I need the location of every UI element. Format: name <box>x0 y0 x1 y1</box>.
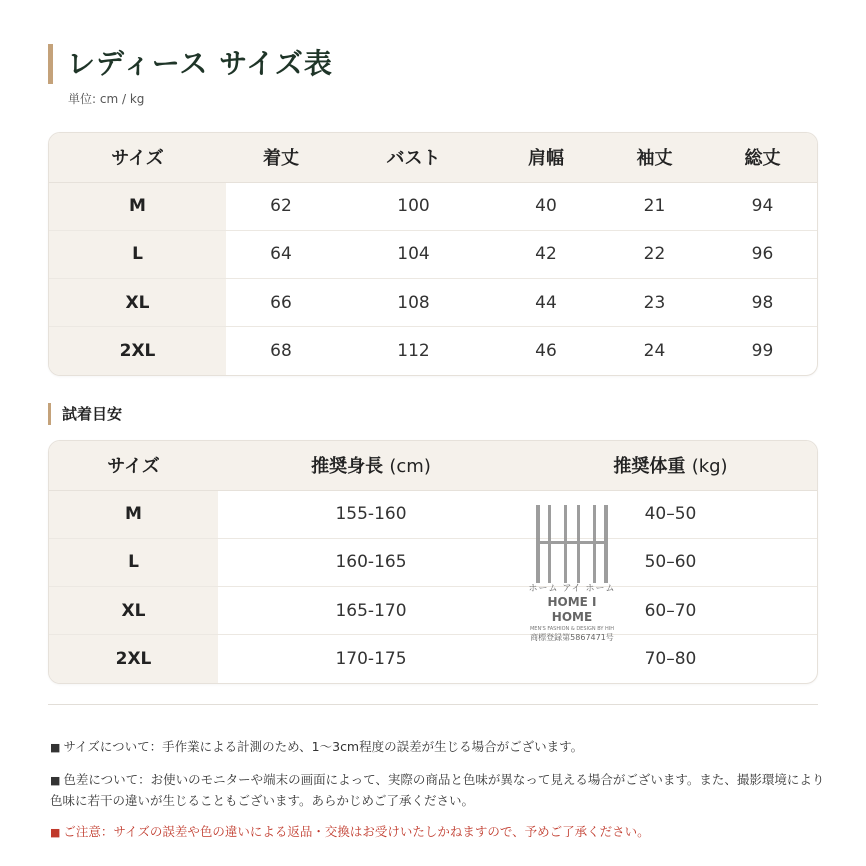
header-bust: バスト <box>336 133 491 182</box>
size-cell: 2XL <box>49 327 226 375</box>
header-size: サイズ <box>49 441 218 490</box>
size-cell: M <box>49 182 226 230</box>
header-height-unit: (cm) <box>389 456 431 478</box>
table-cell: 68 <box>270 341 292 362</box>
fit-table <box>49 441 817 683</box>
note-size <box>50 737 830 758</box>
table-row <box>49 230 817 278</box>
note-text: ご注意：サイズの誤差や色の違いによる返品・交換はお受けいたしかねますので、予めご了承ください。 <box>63 824 650 839</box>
size-table <box>49 133 817 375</box>
header-recommended-height <box>218 441 524 490</box>
note-marker: ■ <box>50 774 61 787</box>
note-text: 色差について：お使いのモニターや端末の画面によって、実際の商品と色味が異なって見える場合がございます。また、撮影環境により色味に若干の違いが生じることもございます。あらかじめご了承ください。 <box>50 772 825 808</box>
note-color <box>50 770 830 811</box>
table-cell: 64 <box>270 244 292 265</box>
table-cell: 170-175 <box>335 649 407 670</box>
table-cell: 66 <box>270 292 292 313</box>
table-row <box>49 635 817 683</box>
note-text: サイズについて：手作業による計測のため、1～3cm程度の誤差が生じる場合がございます。 <box>63 739 584 754</box>
header-height-label: 推奨身長 <box>311 456 384 478</box>
table-cell: 62 <box>270 196 292 217</box>
table-cell: 99 <box>751 341 774 362</box>
table-cell: 21 <box>643 196 666 217</box>
table-cell: 42 <box>535 244 557 265</box>
size-cell: L <box>49 538 218 586</box>
table-cell: 104 <box>397 244 430 265</box>
header-total-length: 総丈 <box>708 133 817 182</box>
table-cell: 112 <box>397 341 430 362</box>
table-row <box>49 490 817 538</box>
table-cell: 44 <box>535 292 557 313</box>
unit-label: 単位: cm / kg <box>68 92 145 106</box>
table-row <box>49 538 817 586</box>
watermark-kana: ホーム アイ ホーム <box>528 584 616 594</box>
size-cell: M <box>49 490 218 538</box>
fit-section-title: 試着目安 <box>48 403 122 425</box>
table-cell: 70–80 <box>644 649 697 670</box>
table-cell: 24 <box>643 341 666 362</box>
header-shoulder: 肩幅 <box>491 133 601 182</box>
table-cell: 94 <box>751 196 774 217</box>
fit-table-card <box>48 440 818 684</box>
size-table-header <box>49 133 817 182</box>
table-row <box>49 587 817 635</box>
header-sleeve: 袖丈 <box>601 133 708 182</box>
fit-table-header <box>49 441 817 490</box>
size-cell: L <box>49 230 226 278</box>
table-cell: 165-170 <box>335 600 407 621</box>
table-cell: 40 <box>535 196 557 217</box>
table-cell: 60–70 <box>644 600 697 621</box>
divider <box>48 704 818 705</box>
note-marker: ■ <box>50 826 61 839</box>
note-marker: ■ <box>50 741 61 754</box>
table-cell: 50–60 <box>644 552 697 573</box>
page-title: レディース サイズ表 <box>67 47 333 80</box>
header-weight-label: 推奨体重 <box>613 456 686 478</box>
table-cell: 160-165 <box>335 552 407 573</box>
size-table-card <box>48 132 818 376</box>
hih-logo-icon <box>534 505 610 583</box>
table-cell: 100 <box>397 196 430 217</box>
note-warning <box>50 822 830 843</box>
table-cell: 108 <box>397 292 430 313</box>
header-recommended-weight <box>524 441 817 490</box>
size-cell: 2XL <box>49 635 218 683</box>
size-cell: XL <box>49 279 226 327</box>
size-cell: XL <box>49 587 218 635</box>
table-row <box>49 182 817 230</box>
watermark-tagline: MEN'S FASHION & DESIGN BY HIH <box>529 626 614 632</box>
watermark-brand: HOME I HOME <box>547 595 597 624</box>
table-cell: 46 <box>535 341 557 362</box>
table-row <box>49 279 817 327</box>
table-cell: 23 <box>643 292 666 313</box>
table-cell: 40–50 <box>644 504 697 525</box>
table-cell: 22 <box>643 244 666 265</box>
table-cell: 96 <box>751 244 774 265</box>
table-cell: 155-160 <box>335 504 407 525</box>
title-bar <box>48 44 333 84</box>
brand-watermark <box>527 505 617 640</box>
watermark-registration: 商標登録第5867471号 <box>530 633 614 642</box>
table-row <box>49 327 817 375</box>
header-length: 着丈 <box>226 133 336 182</box>
table-cell: 98 <box>751 292 774 313</box>
header-weight-unit: (kg) <box>691 456 728 478</box>
header-size: サイズ <box>49 133 226 182</box>
